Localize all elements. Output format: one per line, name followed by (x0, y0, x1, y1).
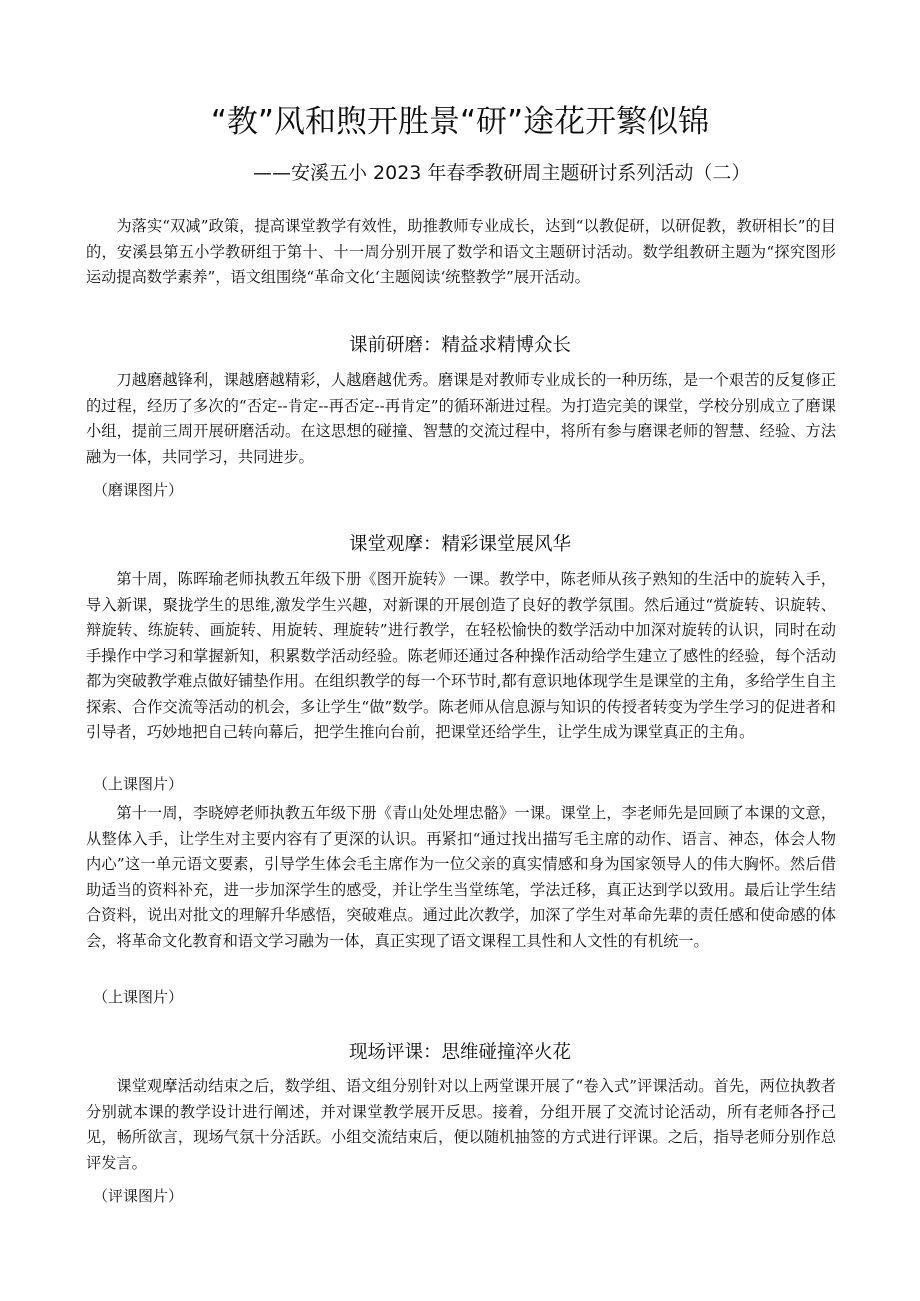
section-paragraph: 第十一周，李晓婷老师执教五年级下册《青山处处埋忠骼》一课。课堂上，李老师先是回顾了本课的文意，从整体入手，让学生对主要内容有了更深的认识。再紧扣“通过找出描写毛主席的动作、语言、神态，体会人物内心”这一单元语文要素，引导学生体会毛主席作为一位父亲的真实情感和身为国家领导人的伟大胸怀。然后借助适当的资料补充，进一步加深学生的感受，并让学生当堂练笔，学法迁移，真正达到学以致用。最后让学生结合资料，说出对批文的理解升华感悟，突破难点。通过此次教学，加深了学生对革命先辈的责任感和使命感的体会，将革命文化教育和语文学习融为一体，真正实现了语文课程工具性和人文性的有机统一。 (86, 804, 836, 950)
image-caption: （上课图片） (93, 775, 184, 793)
image-caption: （评课图片） (93, 1187, 184, 1205)
article-subtitle: ——安溪五小 2023 年春季教研周主题研讨系列活动（二） (253, 162, 751, 184)
section-paragraph: 课堂观摩活动结束之后，数学组、语文组分别针对以上两堂课开展了“卷入式”评课活动。首先，两位执教者分别就本课的教学设计进行阐述，并对课堂教学展开反思。接着，分组开展了交流讨论活动，所有老师各抒己见，畅所欲言，现场气氛十分活跃。小组交流结束后，便以随机抽签的方式进行评课。之后，指导老师分别作总评发言。 (86, 1077, 836, 1172)
image-caption: （磨课图片） (93, 481, 184, 499)
section-heading-observe: 课堂观摩：精彩课堂展风华 (348, 534, 571, 555)
section-paragraph: 刀越磨越锋利，课越磨越精彩，人越磨越优秀。磨课是对教师专业成长的一种历练，是一个艰苦的反复修正的过程，经历了多次的“否定--肯定--再否定--再肯定”的循环渐进过程。为打造完美的课堂，学校分别成立了磨课小组，提前三周开展研磨活动。在这思想的碰撞、智慧的交流过程中，将所有参与磨课老师的智慧、经验、方法融为一体，共同学习，共同进步。 (86, 371, 836, 466)
intro-paragraph: 为落实“双减”政策，提高课堂教学有效性，助推教师专业成长，达到“以教促研，以研促教，教研相长”的目的，安溪县第五小学教研组于第十、十一周分别开展了数学和语文主题研讨活动。数学组教研主题为“探究图形运动提高数学素养”，语文组围绕“革命文化‘主题阅读‘统整教学”展开活动。 (86, 217, 836, 286)
section-paragraph: 第十周，陈晖瑜老师执教五年级下册《图开旋转》一课。教学中，陈老师从孩子熟知的生活中的旋转入手，导入新课，聚拢学生的思维,激发学生兴趣，对新课的开展创造了良好的教学氛围。然后通过“赏旋转、识旋转、辩旋转、练旋转、画旋转、用旋转、理旋转”进行教学，在轻松愉快的数学活动中加深对旋转的认识，同时在动手操作中学习和掌握新知，积累数学活动经验。陈老师还通过各种操作活动给学生建立了感性的经验，每个活动都为突破教学难点做好铺垫作用。在组织教学的每一个环节时,都有意识地体现学生是课堂的主角，多给学生自主探索、合作交流等活动的机会，多让学生“做”数学。陈老师从信息源与知识的传授者转变为学生学习的促进者和引导者，巧妙地把自己转向幕后，把学生推向台前，把课堂还给学生，让学生成为课堂真正的主角。 (86, 570, 836, 741)
section-heading-review: 现场评课：思维碰撞淬火花 (348, 1042, 571, 1063)
image-caption: （上课图片） (93, 988, 184, 1006)
section-heading-prep: 课前研磨：精益求精博众长 (348, 335, 571, 356)
article-title: “教”风和煦开胜景“研”途花开繁似锦 (210, 104, 710, 140)
